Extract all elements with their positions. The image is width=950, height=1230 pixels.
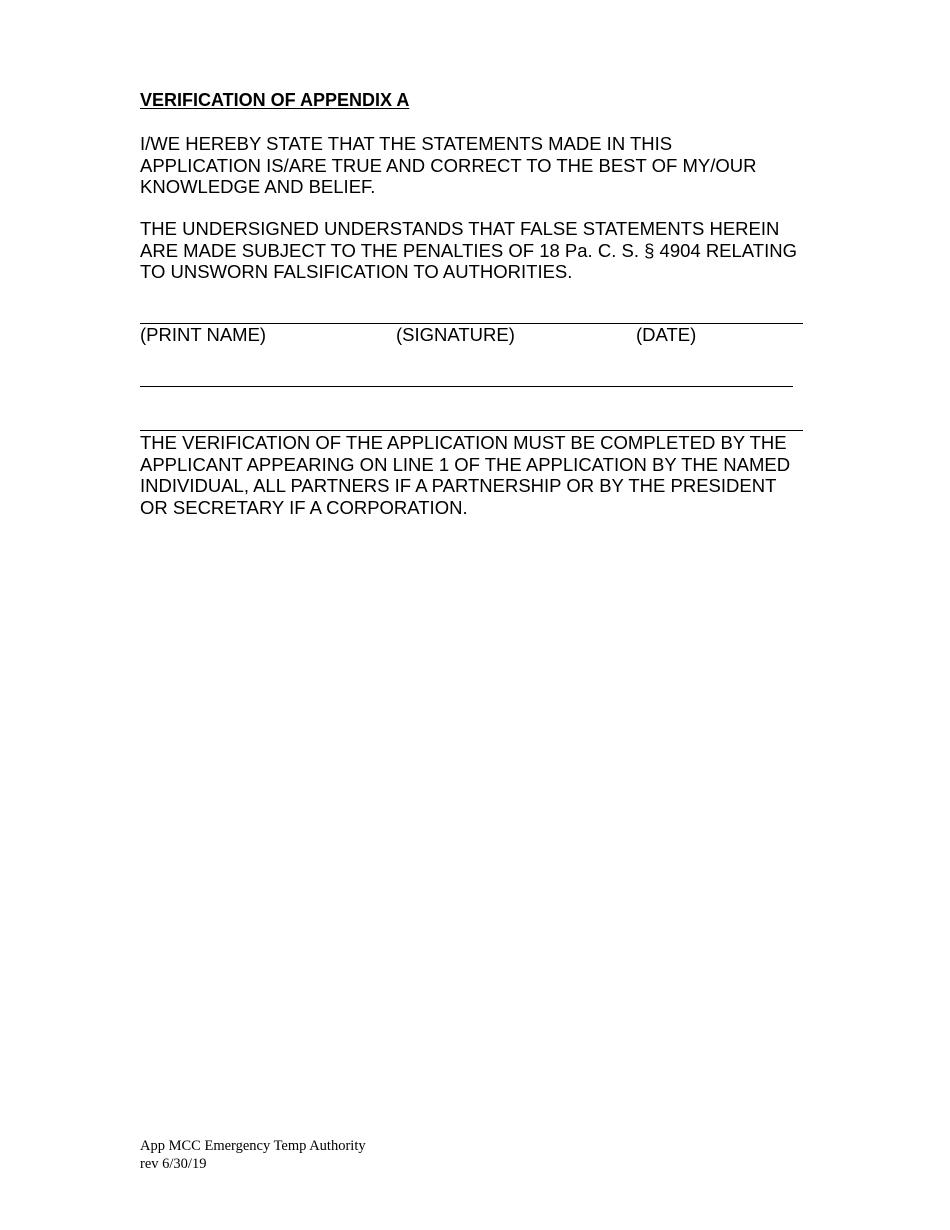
section-divider (140, 430, 803, 431)
additional-signature-line[interactable] (140, 386, 793, 387)
instruction-line: INDIVIDUAL, ALL PARTNERS IF A PARTNERSHIP OR BY THE PRESIDENT (140, 475, 777, 496)
page-footer (140, 1137, 366, 1173)
statement-paragraph (140, 133, 820, 198)
penalty-line: ARE MADE SUBJECT TO THE PENALTIES OF 18 Pa. C. S. § 4904 RELATING (140, 239, 797, 261)
statement-line: I/WE HEREBY STATE THAT THE STATEMENTS MADE IN THIS (140, 133, 673, 154)
penalty-paragraph (140, 218, 820, 283)
footer-revision: rev 6/30/19 (140, 1156, 207, 1172)
page-title: VERIFICATION OF APPENDIX A (140, 90, 410, 110)
instruction-line: APPLICANT APPEARING ON LINE 1 OF THE APPLICATION BY THE NAMED (140, 453, 791, 475)
footer-form-name: App MCC Emergency Temp Authority (140, 1138, 366, 1154)
instruction-paragraph (140, 432, 820, 518)
date-label: (DATE) (636, 324, 697, 345)
penalty-line: THE UNDERSIGNED UNDERSTANDS THAT FALSE STATEMENTS HEREIN (140, 218, 780, 239)
instruction-line: OR SECRETARY IF A CORPORATION. (140, 496, 468, 518)
instruction-line: THE VERIFICATION OF THE APPLICATION MUST BE COMPLETED BY THE (140, 432, 787, 453)
statement-line: APPLICATION IS/ARE TRUE AND CORRECT TO THE BEST OF MY/OUR (140, 154, 757, 176)
print-name-label: (PRINT NAME) (140, 324, 267, 345)
statement-line: KNOWLEDGE AND BELIEF. (140, 176, 376, 197)
signature-label: (SIGNATURE) (396, 324, 515, 345)
penalty-line: TO UNSWORN FALSIFICATION TO AUTHORITIES. (140, 261, 573, 282)
